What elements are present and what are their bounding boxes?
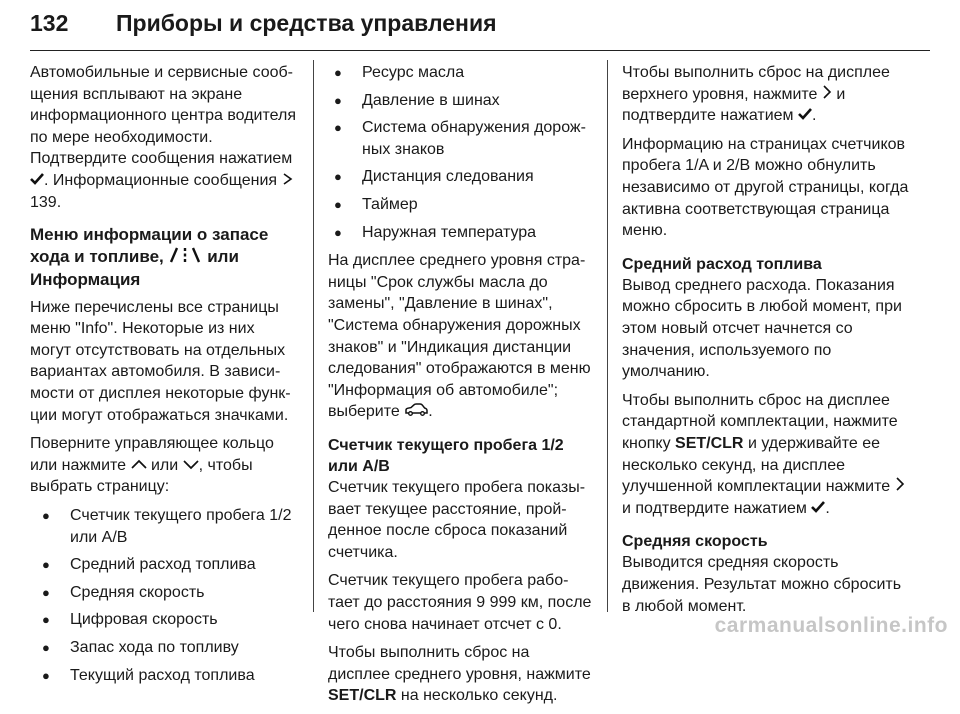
list-item: ● Система обнаружения дорожных знаков [328, 117, 594, 160]
car-icon [404, 401, 428, 423]
section-heading: Счетчик текущего пробега 1/2 или A/B [328, 436, 564, 475]
column-2 [328, 62, 594, 714]
column-3 [622, 62, 914, 624]
column-1 [30, 62, 300, 693]
page-header [30, 8, 930, 52]
chevron-right-icon [895, 476, 905, 498]
list-item: ● Ресурс масла [328, 62, 594, 84]
list-item: ● Средний расход топлива [30, 554, 300, 576]
road-range-icon [168, 247, 202, 269]
paragraph: Автомобильные и сервисные сообщения всплывают на экране информационного центра водителя по мере необходимости. Подтвердите сообщения нажатием . Информационные сообщения 139. [30, 64, 296, 211]
page-number: 132 [30, 10, 69, 36]
chevron-right-icon [822, 84, 832, 106]
page-reference-icon [282, 170, 293, 192]
list-item: ● Счетчик текущего пробега 1/2 или A/B [30, 505, 300, 548]
list-item: ● Таймер [328, 194, 594, 216]
section-heading: Средняя скорость [622, 533, 768, 551]
paragraph: Чтобы выполнить сброс на дисплее верхнего уровня, нажмите и подтвердите нажатием . [622, 62, 914, 127]
info-pages-list-continued [328, 62, 594, 243]
list-item: ● Давление в шинах [328, 90, 594, 112]
set-clr-key: SET/CLR [328, 687, 397, 705]
checkmark-icon [30, 170, 44, 192]
header-divider [30, 50, 930, 51]
list-item: ● Цифровая скорость [30, 609, 300, 631]
column-divider-2 [607, 60, 608, 612]
paragraph: Чтобы выполнить сброс на дисплее среднего уровня, нажмите SET/CLR на несколько секунд. [328, 644, 591, 705]
paragraph: Ниже перечислены все страницы меню "Info". Некоторые из них могут отсутствовать на отдельных вариантах автомобиля. В зависимости от дисплея некоторые функции могут отображаться значками. [30, 298, 291, 424]
list-item: ● Средняя скорость [30, 582, 300, 604]
paragraph: Информацию на страницах счетчиков пробега 1/A и 2/B можно обнулить независимо от другой страницы, когда активна соответствующая страница меню. [622, 135, 909, 240]
page-reference: 139. [30, 193, 62, 211]
watermark: carmanualsonline.info [714, 614, 948, 637]
info-pages-list [30, 505, 300, 686]
paragraph: Поверните управляющее кольцо или нажмите или , чтобы выбрать страницу: [30, 435, 274, 496]
checkmark-icon [798, 105, 812, 127]
paragraph: На дисплее среднего уровня страницы "Срок службы масла до замены", "Давление в шинах", "Система обнаружения дорожных знаков" и "Индикация дистанции следования" отображаются в меню "Информация об автомобиле"; выберите . [328, 250, 594, 423]
chevron-down-icon [183, 455, 199, 477]
set-clr-key: SET/CLR [675, 434, 744, 452]
list-item: ● Текущий расход топлива [30, 665, 300, 687]
list-item: ● Дистанция следования [328, 166, 594, 188]
paragraph: Счетчик текущего пробега показывает текущее расстояние, пройденное после сброса показаний счетчика. [328, 478, 586, 561]
page-title: Приборы и средства управления [116, 10, 497, 36]
column-divider-1 [313, 60, 314, 612]
checkmark-icon [811, 498, 825, 520]
paragraph: Выводится средняя скорость движения. Результат можно сбросить в любой момент. [622, 554, 902, 615]
paragraph: Чтобы выполнить сброс на дисплее стандартной комплектации, нажмите кнопку SET/CLR и удерживайте ее несколько секунд, на дисплее улучшенной комплектации нажмите и подтвердите нажатием . [622, 390, 914, 520]
chevron-up-icon [131, 455, 147, 477]
section-heading: Меню информации о запасе хода и топливе, или Информация [30, 225, 269, 289]
paragraph: Вывод среднего расхода. Показания можно сбросить в любой момент, при этом новый отсчет начнется со значения, используемого по умолчанию. [622, 276, 902, 381]
paragraph: Счетчик текущего пробега работает до расстояния 9 999 км, после чего снова начинает отсчет с 0. [328, 572, 592, 633]
section-heading: Средний расход топлива [622, 255, 822, 273]
list-item: ● Запас хода по топливу [30, 637, 300, 659]
list-item: ● Наружная температура [328, 222, 594, 244]
